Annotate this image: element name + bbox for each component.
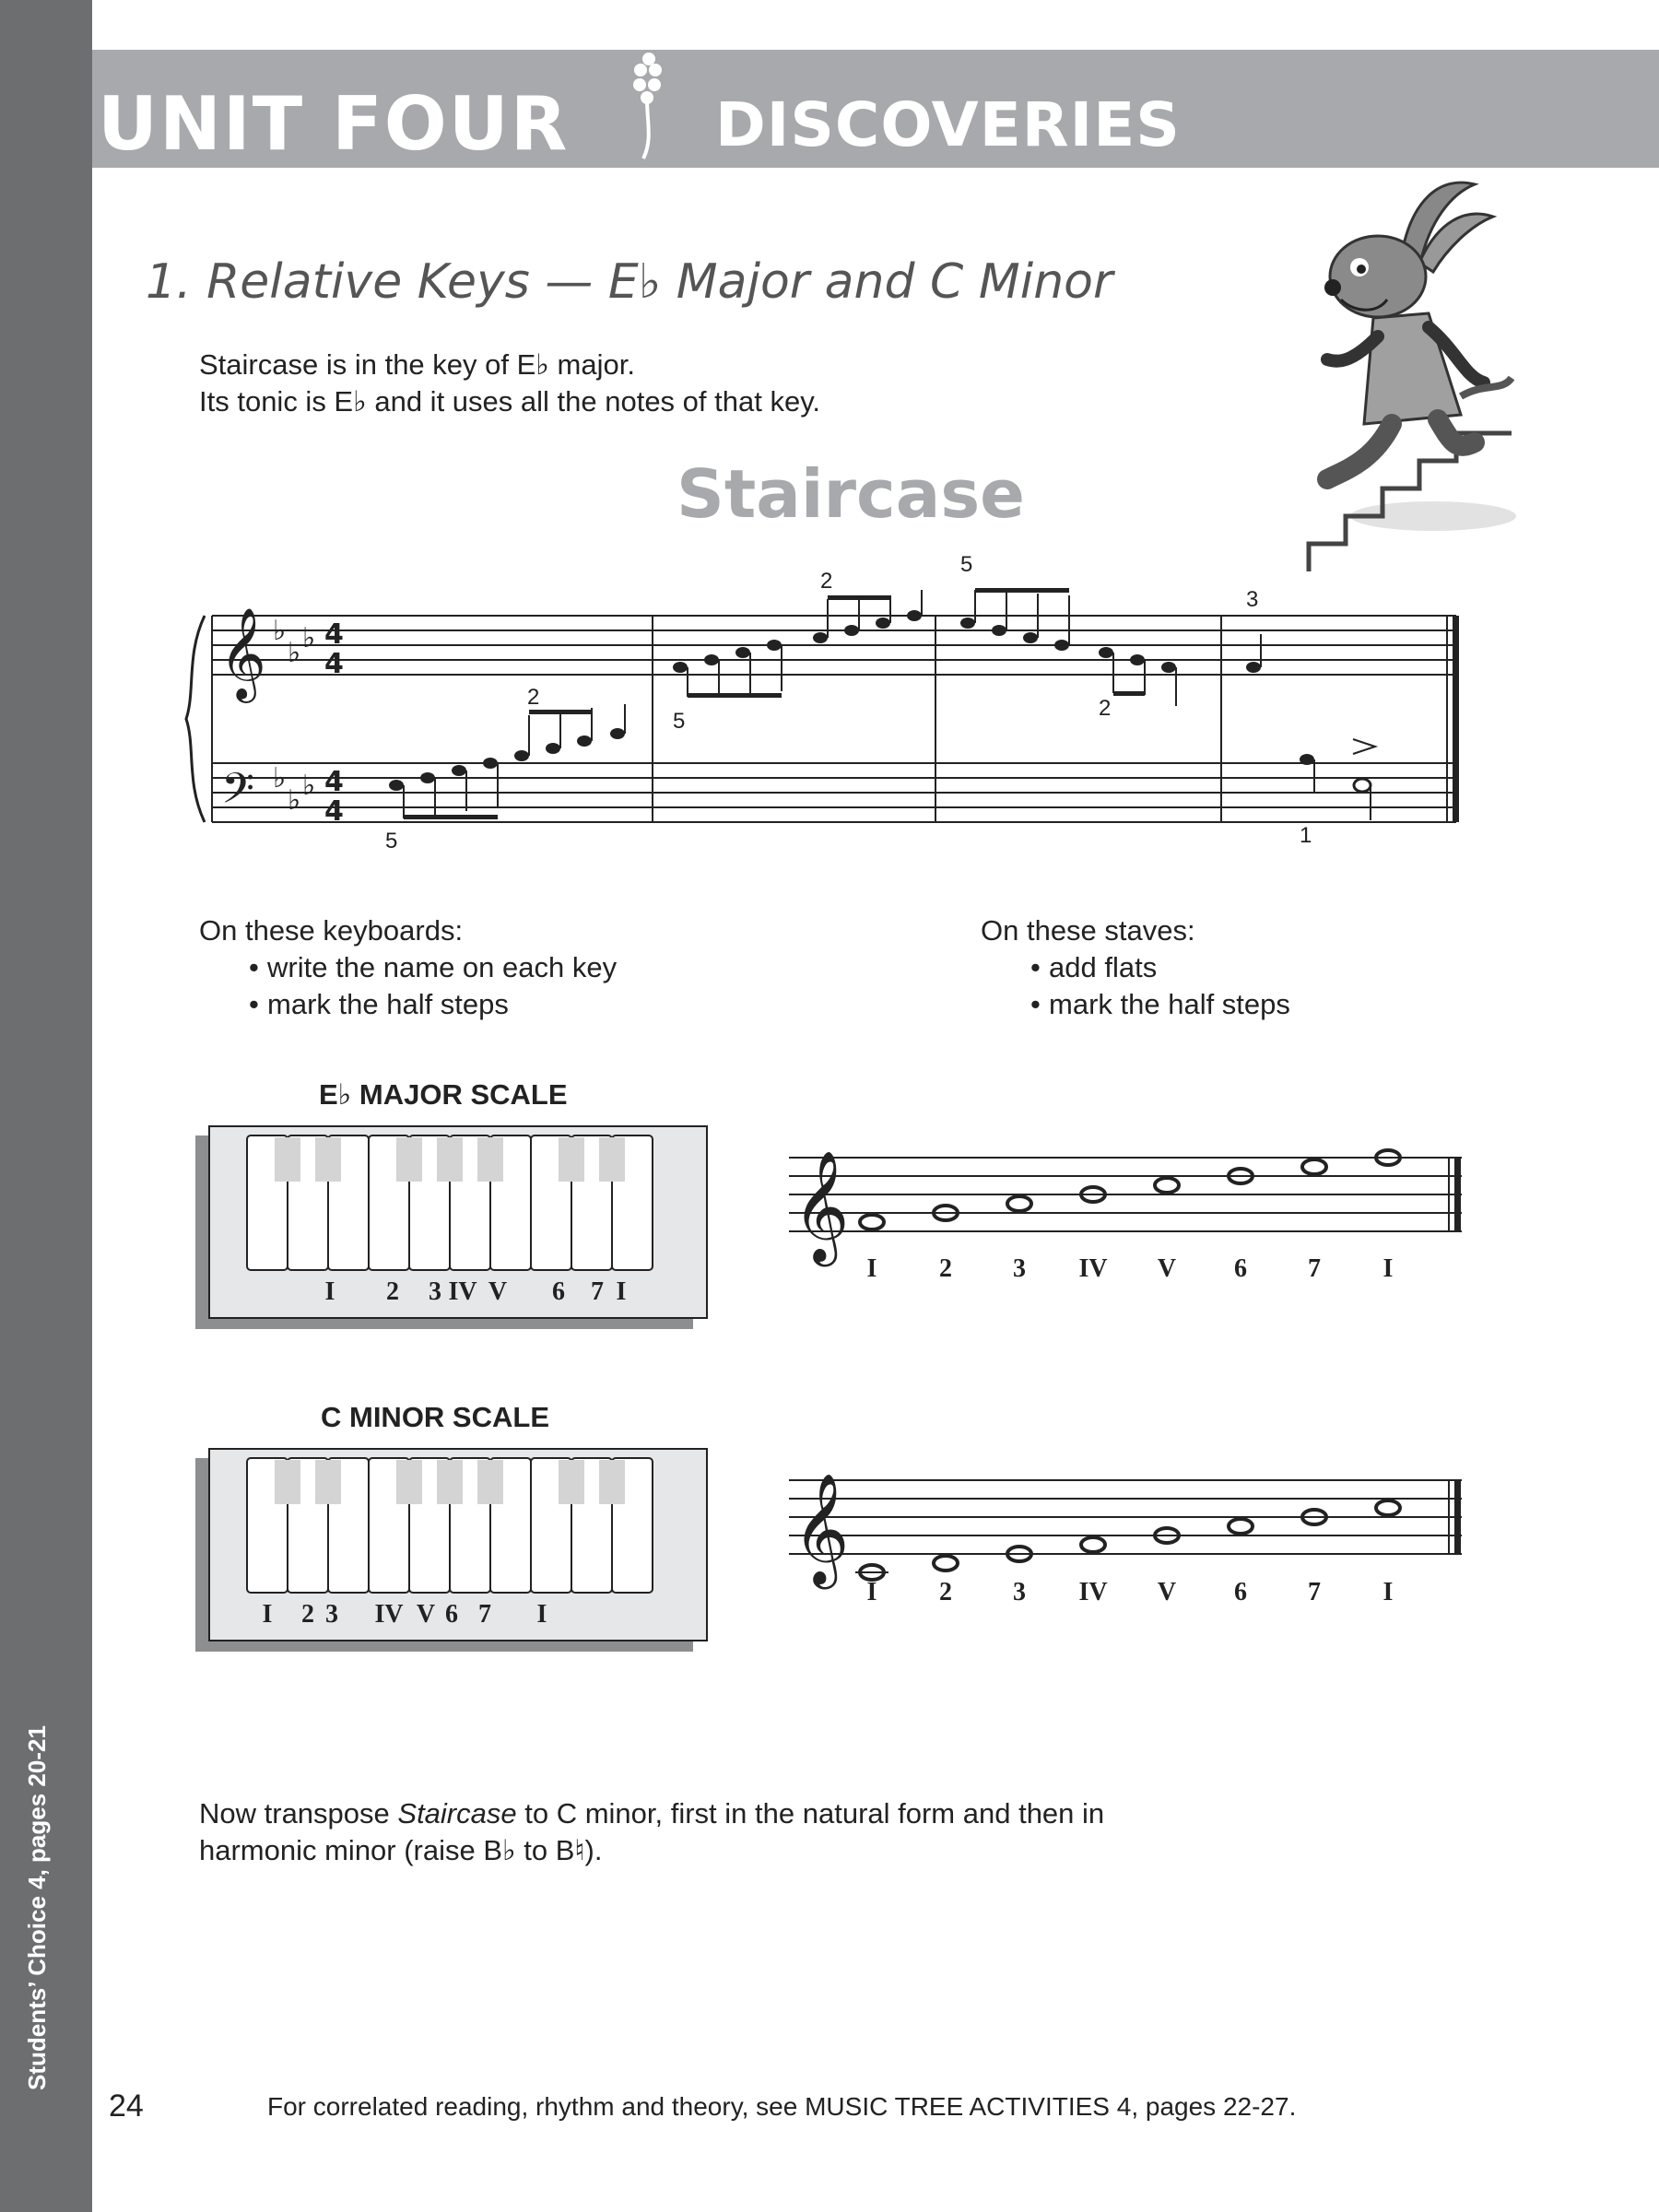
svg-text:4: 4	[324, 795, 344, 828]
key-label: 3	[429, 1277, 441, 1306]
fingering: 5	[960, 552, 973, 577]
staff-instruction-item: • add flats	[981, 949, 1290, 986]
svg-text:4: 4	[324, 618, 344, 651]
svg-text:𝄞: 𝄞	[793, 1472, 850, 1584]
key-label: V	[488, 1277, 508, 1306]
transpose-text: to C minor, first in the natural form and then in	[516, 1797, 1105, 1830]
keyboard-instructions	[199, 912, 617, 1023]
key-label: IV	[374, 1600, 404, 1629]
scale-degree: 7	[1308, 1578, 1321, 1606]
transpose-line-2: harmonic minor (raise B♭ to B♮).	[199, 1834, 603, 1866]
fingering: 2	[527, 685, 540, 710]
svg-text:𝄞: 𝄞	[219, 607, 266, 700]
piece-title: Staircase	[677, 455, 1025, 533]
svg-text:𝄢: 𝄢	[221, 764, 255, 824]
minor-keyboard[interactable]	[194, 1447, 710, 1659]
key-label: I	[324, 1277, 335, 1306]
keyboard-instructions-lead: On these keyboards:	[199, 914, 464, 947]
page-number: 24	[109, 2088, 144, 2124]
section-heading: 1. Relative Keys — E♭ Major and C Minor	[146, 254, 1113, 310]
scale-degree: 2	[939, 1578, 952, 1606]
fingering: 5	[385, 829, 398, 853]
major-keyboard[interactable]	[194, 1124, 710, 1336]
key-label: 7	[591, 1277, 604, 1306]
major-scale-staff[interactable]	[783, 1124, 1465, 1300]
svg-text:♭: ♭	[302, 622, 316, 654]
fingering: 5	[673, 709, 686, 734]
keyboard-instruction-item: • mark the half steps	[199, 986, 617, 1023]
svg-text:𝄞: 𝄞	[793, 1149, 850, 1262]
svg-text:♭: ♭	[288, 637, 301, 669]
unit-title: UNIT FOUR	[98, 81, 570, 167]
intro-line-2: Its tonic is E♭ and it uses all the notes of that key.	[199, 385, 821, 418]
key-label: 2	[386, 1277, 399, 1306]
svg-text:♭: ♭	[273, 615, 287, 647]
scale-degree: I	[1382, 1254, 1394, 1283]
scale-degree: I	[866, 1254, 877, 1283]
transpose-text: Now transpose	[199, 1797, 398, 1830]
rabbit-mascot-illustration	[1290, 166, 1530, 581]
staff-instructions-lead: On these staves:	[981, 914, 1195, 947]
treble-sprout-icon	[616, 48, 680, 168]
key-label: I	[536, 1600, 547, 1629]
svg-text:4: 4	[324, 766, 344, 798]
staircase-score	[184, 544, 1475, 876]
key-label: V	[416, 1600, 436, 1629]
key-label: 6	[552, 1277, 565, 1306]
svg-text:♭: ♭	[302, 770, 316, 802]
scale-degree: I	[866, 1578, 877, 1606]
scale-degree: 6	[1234, 1254, 1247, 1283]
minor-scale-title: C MINOR SCALE	[321, 1401, 549, 1433]
key-label: I	[616, 1277, 627, 1306]
sidebar-reference: Students’ Choice 4, pages 20-21	[23, 1725, 51, 2090]
svg-text:4: 4	[324, 648, 344, 680]
scale-degree: V	[1157, 1254, 1177, 1283]
intro-line-1: Staircase is in the key of E♭ major.	[199, 348, 635, 381]
minor-scale-staff[interactable]	[783, 1447, 1465, 1622]
key-label: 3	[325, 1600, 338, 1629]
staff-instructions	[981, 912, 1290, 1023]
scale-degree: 6	[1234, 1578, 1247, 1606]
footer-note: For correlated reading, rhythm and theory, see MUSIC TREE ACTIVITIES 4, pages 22-27.	[267, 2092, 1297, 2121]
fingering: 3	[1246, 587, 1259, 612]
scale-degree: IV	[1078, 1254, 1108, 1283]
transpose-piece-name: Staircase	[397, 1797, 517, 1830]
keyboard-instruction-item: • write the name on each key	[199, 949, 617, 986]
scale-degree: 3	[1013, 1578, 1026, 1606]
svg-text:♭: ♭	[288, 784, 301, 817]
scale-degree: 3	[1013, 1254, 1026, 1283]
key-label: 6	[445, 1600, 458, 1629]
unit-subtitle: DISCOVERIES	[715, 89, 1181, 160]
scale-degree: IV	[1078, 1578, 1108, 1606]
fingering: 2	[820, 569, 833, 594]
staff-instruction-item: • mark the half steps	[981, 986, 1290, 1023]
key-label: IV	[448, 1277, 477, 1306]
scale-degree: 2	[939, 1254, 952, 1283]
svg-text:♭: ♭	[273, 762, 287, 794]
key-label: I	[262, 1600, 273, 1629]
fingering: 1	[1300, 823, 1312, 848]
scale-degree: 7	[1308, 1254, 1321, 1283]
key-label: 7	[478, 1600, 491, 1629]
major-scale-title: E♭ MAJOR SCALE	[319, 1078, 568, 1111]
transpose-line-1	[199, 1795, 1104, 1832]
fingering: 2	[1099, 696, 1112, 721]
scale-degree: I	[1382, 1578, 1394, 1606]
key-label: 2	[301, 1600, 314, 1629]
scale-degree: V	[1157, 1578, 1177, 1606]
